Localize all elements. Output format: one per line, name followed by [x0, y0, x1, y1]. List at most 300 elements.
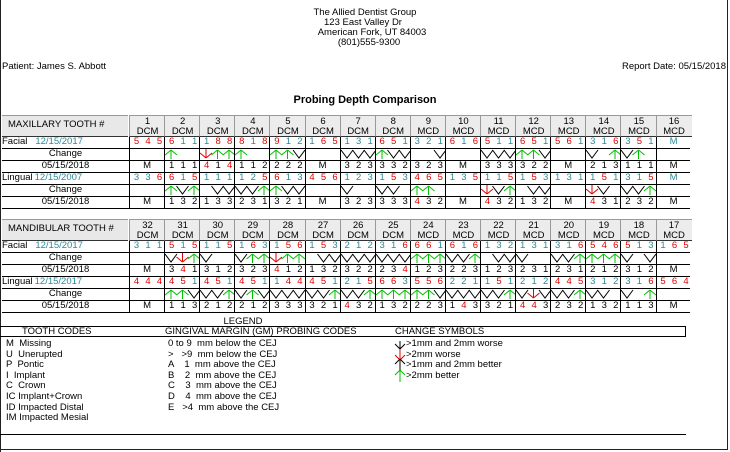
- depth-value: 3: [472, 264, 479, 275]
- tooth-sites: MCD: [663, 230, 685, 241]
- depth-value: 3: [285, 300, 292, 311]
- depth-value: 1: [309, 136, 315, 147]
- depth-value: 2: [402, 300, 408, 311]
- depth-value: 6: [472, 240, 479, 251]
- depth-value: 2: [239, 300, 245, 311]
- tooth-18-lingual-baseline: [620, 277, 655, 288]
- tooth-sites: DCM: [382, 126, 405, 137]
- tooth-header-9: [410, 115, 446, 137]
- depth-value: 1: [531, 276, 537, 287]
- tooth-4-lingual-change: [234, 185, 269, 196]
- tooth-header-7: [340, 115, 376, 137]
- depth-value: 2: [227, 300, 233, 311]
- depth-value: 6: [156, 172, 163, 183]
- depth-value: 2: [461, 276, 467, 287]
- depth-value: 6: [648, 276, 654, 287]
- depth-value: 1: [636, 276, 643, 287]
- tooth-1-facial-current: [129, 161, 164, 172]
- tooth-1-lingual-change: [129, 185, 164, 196]
- tooth-13-lingual-current: [550, 197, 585, 208]
- depth-value: 3: [542, 300, 549, 311]
- facial-current-label: 05/15/2018: [41, 160, 90, 171]
- change-arrows-icon: [551, 253, 586, 264]
- missing-code: M: [143, 160, 151, 171]
- depth-value: 2: [426, 160, 432, 171]
- change-arrows-icon: [586, 149, 621, 160]
- depth-value: 4: [309, 172, 315, 183]
- change-arrows-icon: [551, 289, 586, 300]
- depth-value: 1: [215, 172, 221, 183]
- tooth-15-facial-change: [620, 149, 655, 160]
- tooth-number: 17: [668, 220, 680, 231]
- tooth-sites: DCM: [206, 230, 229, 241]
- depth-value: 1: [355, 276, 362, 287]
- depth-value: 2: [239, 196, 245, 207]
- depth-value: 4: [180, 264, 186, 275]
- tooth-13-facial-baseline: [550, 137, 585, 148]
- tooth-sites: DCM: [242, 230, 264, 241]
- tooth-9-facial-current: [410, 161, 445, 172]
- change-arrows-icon: [165, 149, 200, 160]
- depth-value: 2: [519, 276, 526, 287]
- depth-value: 1: [215, 240, 221, 251]
- tooth-10-lingual-baseline: [445, 173, 480, 184]
- tooth-4-lingual-current: [234, 197, 269, 208]
- tooth-21-lingual-change: [515, 289, 550, 300]
- depth-value: 3: [355, 300, 362, 311]
- depth-value: 6: [566, 136, 572, 147]
- depth-value: 3: [496, 160, 502, 171]
- change-arrows-icon: [621, 253, 656, 264]
- tooth-6-facial-current: [305, 161, 340, 172]
- tooth-2-lingual-current: [164, 197, 199, 208]
- change-arrows-icon: [306, 289, 341, 300]
- depth-value: 3: [542, 172, 549, 183]
- depth-value: 2: [542, 160, 549, 171]
- tooth-sites: MCD: [522, 230, 545, 241]
- tooth-header-26: [340, 219, 376, 241]
- gm-codes-heading: GINGIVAL MARGIN (GM) PROBING CODES: [165, 326, 357, 337]
- depth-value: 2: [355, 196, 362, 207]
- tooth-2-lingual-baseline: [164, 173, 199, 184]
- tooth-27-lingual-change: [305, 289, 340, 300]
- tooth-number: 10: [458, 116, 469, 127]
- tooth-29-lingual-change: [234, 289, 269, 300]
- depth-value: 2: [449, 276, 456, 287]
- tooth-15-lingual-current: [620, 197, 655, 208]
- tooth-20-lingual-current: [550, 301, 585, 312]
- depth-value: 3: [601, 196, 607, 207]
- tooth-code-item: ID Impacted Distal: [6, 401, 84, 413]
- tooth-code-item: U Unerupted: [6, 348, 63, 360]
- change-arrows-icon: [341, 289, 376, 300]
- change-arrows-icon: [130, 149, 165, 160]
- tooth-header-16: [656, 115, 692, 137]
- depth-value: 8: [239, 136, 245, 147]
- tooth-5-lingual-change: [269, 185, 304, 196]
- depth-value: 6: [449, 136, 456, 147]
- tooth-15-lingual-change: [620, 185, 655, 196]
- tooth-sites: DCM: [242, 126, 264, 137]
- depth-value: 2: [379, 264, 385, 275]
- tooth-4-facial-current: [234, 161, 269, 172]
- depth-value: 1: [578, 264, 584, 275]
- depth-value: 5: [320, 172, 327, 183]
- missing-code: M: [669, 300, 678, 311]
- depth-value: 4: [204, 276, 210, 287]
- depth-value: 1: [215, 160, 221, 171]
- depth-value: 3: [379, 240, 385, 251]
- tooth-16-facial-change: [656, 149, 691, 160]
- depth-value: 2: [344, 240, 350, 251]
- depth-value: 2: [355, 160, 362, 171]
- depth-value: 1: [507, 136, 514, 147]
- change-arrows-icon: [376, 253, 411, 264]
- change-arrows-icon: [306, 185, 341, 196]
- depth-value: 2: [426, 264, 432, 275]
- depth-value: 3: [402, 172, 408, 183]
- lingual-baseline-date: 12/15/2017: [34, 276, 83, 287]
- tooth-6-lingual-baseline: [305, 173, 340, 184]
- depth-value: 2: [332, 264, 338, 275]
- tooth-31-facial-current: [164, 265, 199, 276]
- tooth-header-19: [585, 219, 621, 241]
- tooth-5-lingual-baseline: [269, 173, 304, 184]
- depth-value: 3: [391, 160, 397, 171]
- depth-value: 1: [285, 172, 292, 183]
- depth-value: 4: [555, 276, 561, 287]
- depth-value: 3: [437, 160, 443, 171]
- legend-bottom-divider: [0, 434, 686, 435]
- tooth-14-lingual-change: [585, 185, 620, 196]
- depth-value: 6: [613, 136, 619, 147]
- depth-value: 1: [262, 276, 268, 287]
- tooth-number: 19: [598, 220, 610, 231]
- depth-value: 4: [285, 276, 292, 287]
- depth-value: 3: [367, 196, 373, 207]
- depth-value: 3: [344, 160, 350, 171]
- tooth-23-facial-change: [445, 253, 480, 264]
- depth-value: 4: [414, 172, 420, 183]
- facial-label: Facial: [2, 136, 28, 147]
- tooth-12-facial-current: [515, 161, 550, 172]
- depth-value: 2: [590, 160, 596, 171]
- tooth-19-lingual-current: [585, 301, 620, 312]
- tooth-sites: DCM: [277, 230, 299, 241]
- depth-value: 1: [496, 172, 502, 183]
- depth-value: 1: [566, 240, 572, 251]
- maxillary-heading: MAXILLARY TOOTH #: [2, 115, 128, 137]
- tooth-32-facial-current: [129, 265, 164, 276]
- change-symbol-label: >1mm and 2mm better: [406, 359, 502, 371]
- tooth-21-facial-change: [515, 253, 550, 264]
- depth-value: 1: [262, 196, 268, 207]
- tooth-4-facial-baseline: [234, 137, 269, 148]
- tooth-16-lingual-change: [656, 185, 691, 196]
- tooth-29-facial-baseline: [234, 241, 269, 252]
- depth-value: 5: [285, 240, 292, 251]
- depth-value: 1: [437, 240, 443, 251]
- depth-value: 4: [683, 276, 689, 287]
- tooth-28-facial-current: [269, 265, 304, 276]
- depth-value: 5: [496, 276, 502, 287]
- depth-value: 3: [262, 264, 268, 275]
- depth-value: 6: [578, 240, 584, 251]
- tooth-22-facial-baseline: [480, 241, 515, 252]
- depth-value: 6: [414, 240, 420, 251]
- depth-value: 6: [379, 276, 385, 287]
- change-arrows-icon: [446, 149, 481, 160]
- legend-title: LEGEND: [223, 316, 263, 327]
- tooth-26-lingual-baseline: [340, 277, 375, 288]
- tooth-number: 8: [390, 116, 396, 127]
- depth-value: 3: [461, 172, 467, 183]
- tooth-25-facial-baseline: [375, 241, 410, 252]
- depth-value: 1: [180, 240, 186, 251]
- depth-value: 2: [262, 160, 268, 171]
- depth-value: 3: [145, 172, 151, 183]
- tooth-header-4: [234, 115, 270, 137]
- facial-baseline-label: [2, 241, 129, 251]
- tooth-2-facial-change: [164, 149, 199, 160]
- tooth-9-lingual-current: [410, 197, 445, 208]
- tooth-header-8: [375, 115, 411, 137]
- depth-value: 5: [391, 136, 397, 147]
- depth-value: 3: [531, 240, 537, 251]
- depth-value: 3: [531, 196, 537, 207]
- tooth-header-32: [129, 219, 165, 241]
- change-arrows-icon: [270, 185, 305, 196]
- depth-value: 3: [484, 300, 491, 311]
- tooth-header-5: [269, 115, 305, 137]
- depth-value: 5: [391, 172, 397, 183]
- tooth-7-lingual-change: [340, 185, 375, 196]
- change-arrows-icon: [551, 185, 586, 196]
- depth-value: 2: [437, 196, 443, 207]
- depth-value: 2: [414, 300, 420, 311]
- depth-value: 1: [215, 300, 221, 311]
- tooth-32-facial-baseline: [129, 241, 164, 252]
- depth-value: 3: [367, 160, 373, 171]
- depth-value: 1: [379, 300, 385, 311]
- depth-value: 6: [671, 240, 678, 251]
- depth-value: 2: [613, 300, 619, 311]
- depth-value: 1: [239, 160, 245, 171]
- tooth-22-lingual-change: [480, 289, 515, 300]
- tooth-sites: MCD: [487, 230, 510, 241]
- tooth-20-facial-change: [550, 253, 585, 264]
- tooth-header-25: [375, 219, 411, 241]
- tooth-22-facial-current: [480, 265, 515, 276]
- tooth-15-lingual-baseline: [620, 173, 655, 184]
- change-arrows-icon: [130, 289, 165, 300]
- depth-value: 3: [613, 160, 619, 171]
- tooth-12-facial-baseline: [515, 137, 550, 148]
- depth-value: 3: [402, 276, 408, 287]
- depth-value: 6: [379, 136, 385, 147]
- missing-code: M: [143, 264, 151, 275]
- tooth-27-lingual-baseline: [305, 277, 340, 288]
- depth-value: 1: [168, 300, 175, 311]
- tooth-13-lingual-change: [550, 185, 585, 196]
- depth-value: 6: [274, 172, 280, 183]
- tooth-header-27: [305, 219, 341, 241]
- tooth-27-lingual-current: [305, 301, 340, 312]
- depth-value: 2: [648, 196, 654, 207]
- depth-value: 3: [507, 264, 514, 275]
- depth-value: 6: [472, 136, 479, 147]
- change-arrows-icon: [130, 185, 165, 196]
- tooth-32-lingual-current: [129, 301, 164, 312]
- tooth-23-facial-current: [445, 265, 480, 276]
- depth-value: 2: [648, 264, 654, 275]
- missing-code: M: [458, 196, 467, 207]
- tooth-18-lingual-change: [620, 289, 655, 300]
- depth-value: 3: [250, 196, 256, 207]
- tooth-20-facial-baseline: [550, 241, 585, 252]
- depth-value: 1: [145, 240, 151, 251]
- depth-value: 1: [227, 172, 233, 183]
- tooth-header-15: [620, 115, 656, 137]
- tooth-sites: MCD: [628, 230, 650, 241]
- report-title: Probing Depth Comparison: [293, 94, 437, 106]
- depth-value: 5: [168, 240, 175, 251]
- tooth-20-lingual-change: [550, 289, 585, 300]
- depth-value: 1: [449, 172, 456, 183]
- tooth-29-lingual-current: [234, 301, 269, 312]
- tooth-number: 31: [177, 220, 188, 231]
- tooth-header-24: [410, 219, 446, 241]
- depth-value: 3: [590, 136, 596, 147]
- tooth-number: 21: [528, 220, 539, 231]
- lingual-change-label: Change: [48, 288, 83, 299]
- change-arrows-icon: [657, 289, 692, 300]
- tooth-8-facial-change: [375, 149, 410, 160]
- tooth-7-facial-change: [340, 149, 375, 160]
- tooth-25-lingual-current: [375, 301, 410, 312]
- tooth-sites: DCM: [277, 126, 299, 137]
- practice-address-line2: American Fork, UT 84003: [317, 27, 427, 38]
- change-arrows-icon: [516, 149, 551, 160]
- depth-value: 8: [227, 136, 233, 147]
- depth-value: 1: [367, 136, 373, 147]
- depth-value: 1: [204, 240, 210, 251]
- tooth-11-lingual-current: [480, 197, 515, 208]
- change-arrows-icon: [657, 149, 692, 160]
- change-arrows-icon: [165, 289, 200, 300]
- tooth-7-facial-current: [340, 161, 375, 172]
- depth-value: 2: [367, 264, 373, 275]
- tooth-6-lingual-current: [305, 197, 340, 208]
- depth-value: 2: [625, 196, 631, 207]
- tooth-24-lingual-current: [410, 301, 445, 312]
- depth-value: 1: [555, 172, 561, 183]
- tooth-12-lingual-change: [515, 185, 550, 196]
- change-symbol-label: >2mm worse: [406, 348, 461, 360]
- depth-value: 3: [391, 196, 397, 207]
- tooth-header-22: [480, 219, 516, 241]
- depth-value: 1: [274, 240, 280, 251]
- depth-value: 4: [274, 264, 280, 275]
- tooth-26-facial-change: [340, 253, 375, 264]
- tooth-number: 14: [598, 116, 610, 127]
- tooth-sites: DCM: [382, 230, 405, 241]
- depth-value: 2: [496, 300, 502, 311]
- change-arrows-icon: [481, 289, 516, 300]
- depth-value: 5: [590, 240, 596, 251]
- tooth-1-facial-change: [129, 149, 164, 160]
- depth-value: 1: [613, 196, 619, 207]
- depth-value: 1: [250, 136, 256, 147]
- tooth-10-lingual-change: [445, 185, 480, 196]
- tooth-8-lingual-change: [375, 185, 410, 196]
- tooth-17-lingual-change: [656, 289, 691, 300]
- depth-value: 5: [601, 172, 607, 183]
- lingual-label: Lingual: [2, 276, 33, 287]
- tooth-24-lingual-baseline: [410, 277, 445, 288]
- depth-value: 1: [156, 240, 163, 251]
- change-arrows-icon: [270, 149, 305, 160]
- tooth-16-facial-current: [656, 161, 691, 172]
- tooth-25-lingual-change: [375, 289, 410, 300]
- depth-value: 5: [180, 276, 186, 287]
- practice-name: The Allied Dentist Group: [313, 7, 417, 18]
- tooth-9-facial-baseline: [410, 137, 445, 148]
- depth-value: 1: [379, 172, 385, 183]
- tooth-11-lingual-change: [480, 185, 515, 196]
- depth-value: 1: [542, 264, 549, 275]
- depth-value: 3: [274, 300, 280, 311]
- depth-value: 1: [590, 172, 596, 183]
- tooth-19-facial-change: [585, 253, 620, 264]
- depth-value: 3: [274, 196, 280, 207]
- depth-value: 2: [191, 196, 198, 207]
- depth-value: 1: [227, 276, 233, 287]
- depth-value: 1: [507, 276, 514, 287]
- depth-value: 4: [414, 196, 420, 207]
- depth-value: 3: [566, 172, 572, 183]
- tooth-26-facial-baseline: [340, 241, 375, 252]
- tooth-19-facial-baseline: [585, 241, 620, 252]
- depth-value: 4: [156, 276, 163, 287]
- depth-value: 1: [578, 172, 584, 183]
- tooth-number: 20: [563, 220, 575, 231]
- depth-value: 3: [625, 276, 631, 287]
- facial-baseline-label: [2, 137, 129, 147]
- depth-value: 1: [239, 172, 245, 183]
- tooth-17-lingual-baseline: [656, 277, 691, 288]
- tooth-sites: DCM: [312, 230, 334, 241]
- tooth-header-11: [480, 115, 516, 137]
- tooth-11-facial-current: [480, 161, 515, 172]
- tooth-21-facial-current: [515, 265, 550, 276]
- depth-value: 5: [636, 136, 643, 147]
- tooth-header-1: [129, 115, 165, 137]
- depth-value: 2: [285, 196, 292, 207]
- depth-value: 5: [472, 172, 479, 183]
- depth-value: 2: [355, 172, 362, 183]
- depth-value: 4: [239, 276, 245, 287]
- tooth-24-facial-current: [410, 265, 445, 276]
- change-arrows-icon: [446, 289, 481, 300]
- depth-value: 5: [426, 276, 432, 287]
- depth-value: 1: [191, 264, 198, 275]
- tooth-sites: DCM: [347, 230, 369, 241]
- tooth-header-18: [620, 219, 656, 241]
- tooth-31-lingual-current: [164, 301, 199, 312]
- depth-value: 1: [204, 172, 210, 183]
- tooth-8-facial-current: [375, 161, 410, 172]
